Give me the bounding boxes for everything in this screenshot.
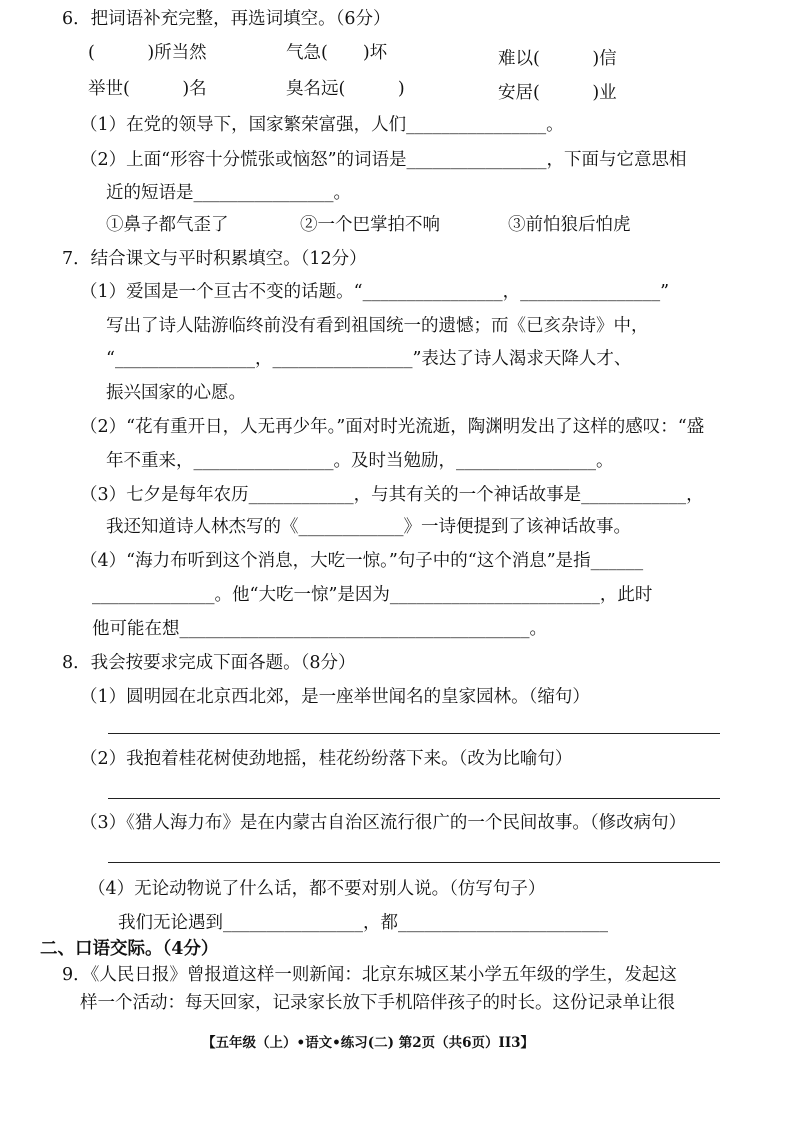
q8-item-1: （1）圆明园在北京西北郊，是一座举世闻名的皇家园林。（缩句）	[80, 687, 590, 707]
answer-line-2[interactable]	[108, 798, 720, 799]
q8-item-4: （4）无论动物说了什么话，都不要对别人说。（仿写句子）	[88, 879, 546, 899]
q6-word-2: 气急( )坏	[286, 43, 388, 63]
q7-part4-line3: 他可能在想________________________________________。	[92, 619, 547, 639]
q6-sentence-2-cont: 近的短语是________________。	[106, 183, 351, 203]
q9-line-2: 样一个活动：每天回家，记录家长放下手机陪伴孩子的时长。这份记录单让很	[80, 993, 675, 1013]
q9-line-1: 9．《人民日报》曾报道这样一则新闻：北京东城区某小学五年级的学生，发起这	[62, 965, 677, 985]
section-2-heading: 二、口语交际。（4分）	[40, 939, 219, 959]
q7-part1-line3: “________________，________________”表达了诗人渴求天降人才、	[106, 349, 632, 369]
q7-part1-line4: 振兴国家的心愿。	[106, 383, 246, 403]
q6-word-6: 安居( )业	[498, 83, 617, 103]
q6-word-1: ( )所当然	[88, 43, 207, 63]
q8-item-2: （2）我抱着桂花树使劲地摇，桂花纷纷落下来。（改为比喻句）	[80, 749, 573, 769]
q6-option-3: ③前怕狼后怕虎	[508, 215, 631, 235]
q6-title: 6．把词语补充完整，再选词填空。（6分）	[62, 9, 391, 29]
q7-part1-line1: （1）爱国是一个亘古不变的话题。“________________，________________”	[80, 282, 670, 302]
q8-item-3: （3）《猎人海力布》是在内蒙古自治区流行很广的一个民间故事。（修改病句）	[80, 813, 687, 833]
q7-part4-line2: ______________。他“大吃一惊”是因为________________________，此时	[92, 585, 653, 605]
q6-sentence-1: （1）在党的领导下，国家繁荣富强，人们________________。	[80, 115, 564, 135]
q7-title: 7．结合课文与平时积累填空。（12分）	[62, 249, 367, 269]
page-footer: 【五年级（上）•语文•练习(二) 第2页（共6页）II3】	[202, 1035, 535, 1051]
q6-option-2: ②一个巴掌拍不响	[300, 215, 440, 235]
q7-part2-line2: 年不重来，________________。及时当勉励，________________。	[106, 451, 614, 471]
q8-title: 8．我会按要求完成下面各题。（8分）	[62, 653, 356, 673]
q6-word-3: 难以( )信	[498, 49, 617, 69]
q7-part1-line2: 写出了诗人陆游临终前没有看到祖国统一的遗憾；而《已亥杂诗》中，	[106, 316, 649, 336]
q7-part4-line1: （4）“海力布听到这个消息，大吃一惊。”句子中的“这个消息”是指______	[80, 551, 644, 571]
q6-option-1: ①鼻子都气歪了	[106, 215, 229, 235]
q7-part2-line1: （2）“花有重开日，人无再少年。”面对时光流逝，陶渊明发出了这样的感叹：“盛	[80, 417, 705, 437]
q6-word-5: 臭名远( )	[286, 79, 405, 99]
q7-part3-line1: （3）七夕是每年农历____________，与其有关的一个神话故事是____________，	[80, 485, 704, 505]
q6-word-4: 举世( )名	[88, 79, 207, 99]
q7-part3-line2: 我还知道诗人林杰写的《____________》一诗便提到了该神话故事。	[106, 517, 631, 537]
q8-item-4-fill: 我们无论遇到________________，都________________________	[118, 913, 608, 933]
answer-line-1[interactable]	[108, 733, 720, 734]
q6-sentence-2: （2）上面“形容十分慌张或恼怒”的词语是________________，下面与它意思相	[80, 150, 687, 170]
answer-line-3[interactable]	[108, 862, 720, 863]
